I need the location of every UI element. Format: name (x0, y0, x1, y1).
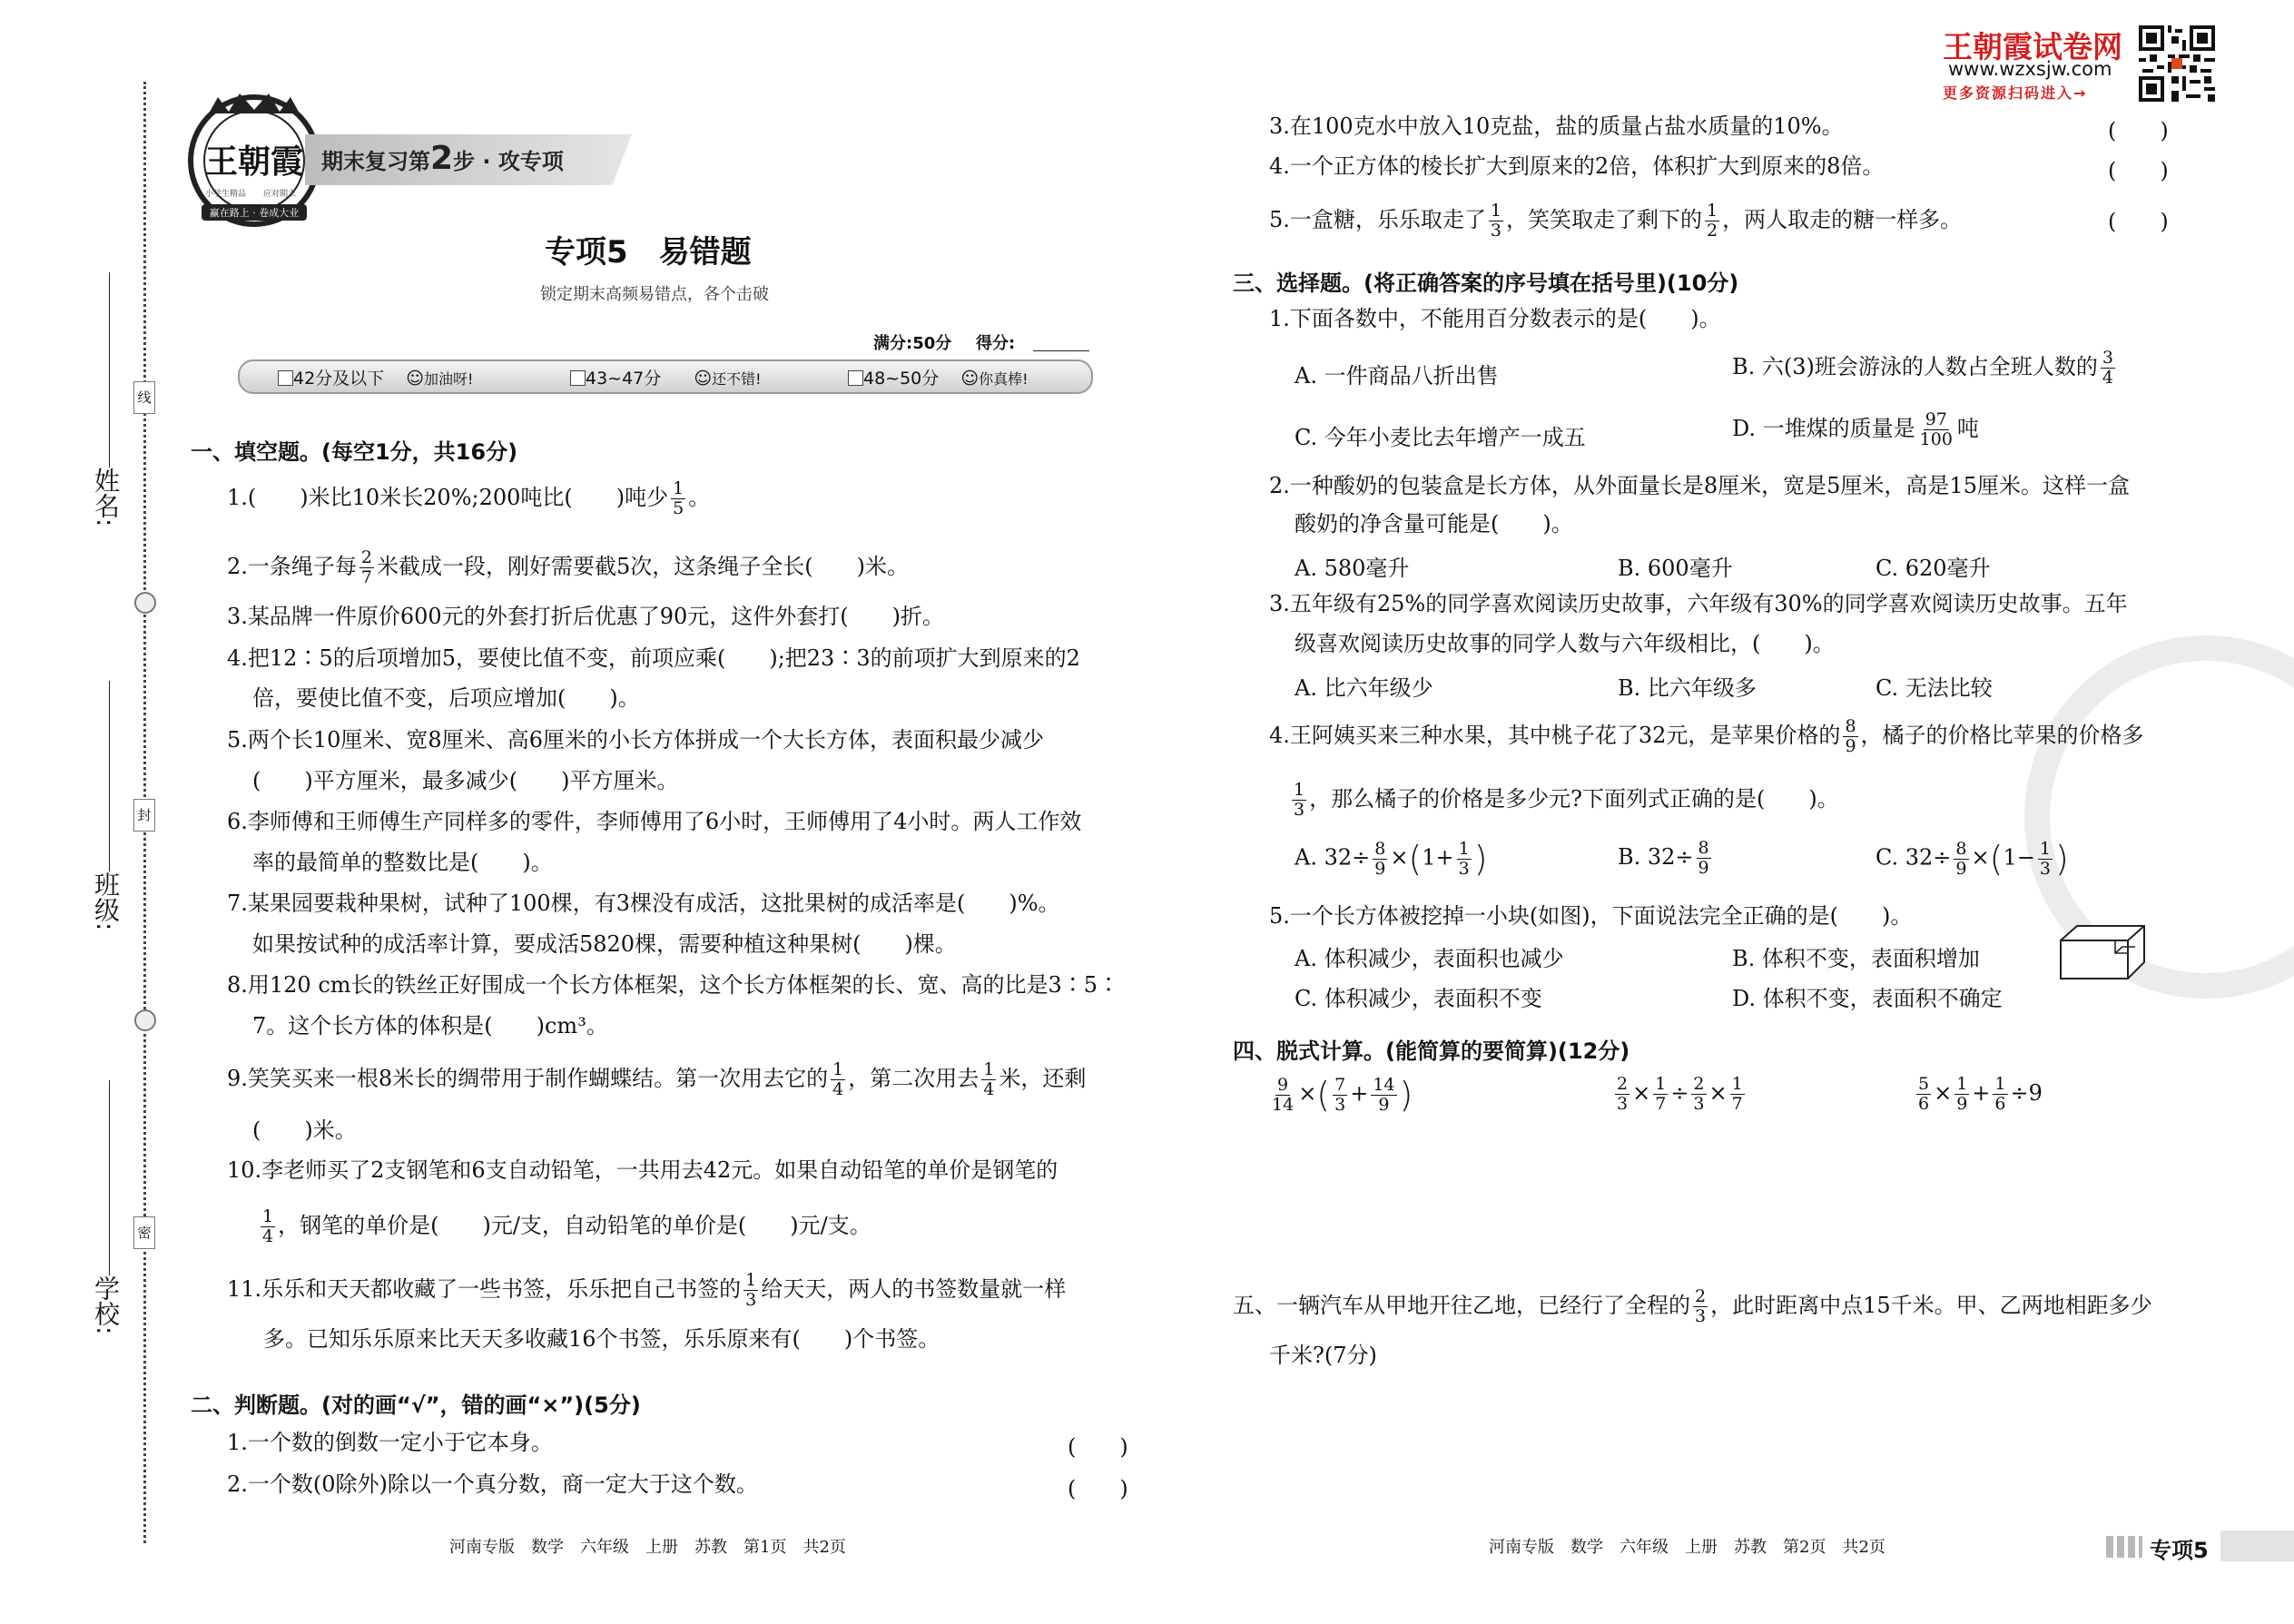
den: 4 (832, 1079, 844, 1099)
choice-q5-b[interactable]: B. 体积不变，表面积增加 (1732, 946, 1980, 971)
den: 7 (1655, 1094, 1667, 1114)
fraction (831, 1060, 845, 1099)
fraction (1993, 1075, 2007, 1114)
q-text: 米截成一段，刚好需要截5次，这条绳子全长( )米。 (377, 554, 909, 579)
choice-q1: 1.下面各数中，不能用百分数表示的是( )。 (1269, 306, 1721, 331)
den: 5 (673, 498, 684, 518)
den: 3 (1617, 1094, 1629, 1114)
rating-item-1 (278, 365, 473, 389)
choice-q4-c[interactable] (1876, 839, 2069, 879)
q-text: 1− (2003, 844, 2035, 871)
den: 3 (745, 1290, 757, 1310)
den: 3 (2039, 858, 2051, 879)
fill-q8-line1: 8.用120 cm长的铁丝正好围成一个长方体框架，这个长方体框架的长、宽、高的比是3∶5∶ (227, 972, 1120, 998)
num: 8 (1698, 838, 1709, 858)
num: 7 (1334, 1074, 1346, 1095)
num: 9 (1277, 1074, 1289, 1095)
fraction (1916, 1075, 1931, 1114)
num: 8 (1374, 838, 1386, 859)
step-banner-text-b: 步 · 攻专项 (453, 149, 564, 174)
choice-q5-c[interactable]: C. 体积减少，表面积不变 (1295, 986, 1542, 1011)
q-text: × (1971, 844, 1990, 871)
operator: × (1708, 1080, 1728, 1106)
paren-left: ( (1316, 1075, 1331, 1115)
fraction (1270, 1076, 1295, 1115)
binding-hole-icon (134, 1009, 156, 1031)
den: 7 (360, 567, 372, 587)
den: 3 (1490, 221, 1501, 241)
fill-q10-line1: 10.李老师买了2支钢笔和6支自动铅笔，一共用去42元。如果自动铅笔的单价是钢笔的 (227, 1157, 1058, 1183)
choice-q1-b[interactable] (1732, 349, 2118, 388)
q-text: D. 一堆煤的质量是 (1732, 416, 1915, 441)
num: 3 (2102, 348, 2113, 368)
fill-q8-line2: 7。这个长方体的体积是( )cm³。 (252, 1013, 608, 1038)
fraction (1730, 1075, 1745, 1114)
smile-icon: ☺ (960, 369, 980, 389)
full-score: 满分:50分 (873, 334, 952, 353)
calc-expr-1 (1267, 1075, 1413, 1115)
choice-q3-line2: 级喜欢阅读历史故事的同学人数与六年级相比，( )。 (1295, 631, 1835, 656)
site-tip: 更多资源扫码进入→ (1943, 84, 2088, 102)
num: 1 (1731, 1074, 1743, 1094)
q-text: B. 32÷ (1618, 844, 1694, 870)
cuboid-figure (2059, 922, 2146, 982)
paren-left: ( (1989, 839, 2004, 879)
num: 2 (1617, 1074, 1629, 1094)
judge-q4: 4.一个正方体的棱长扩大到原来的2倍，体积扩大到原来的8倍。 (1269, 153, 1885, 179)
fraction (261, 1207, 275, 1246)
choice-q2-line2: 酸奶的净含量可能是( )。 (1295, 511, 1573, 536)
rating-checkbox[interactable] (848, 370, 863, 386)
fraction (1489, 202, 1503, 241)
judge-q3: 3.在100克水中放入10克盐，盐的质量占盐水质量的10%。 (1269, 113, 1844, 139)
fill-q6-line2: 率的最简单的整数比是( )。 (252, 850, 553, 875)
num: 5 (1918, 1074, 1930, 1094)
rating-range: 48~50分 (863, 369, 940, 389)
q-text: 4.王阿姨买来三种水果，其中桃子花了32元，是苹果价格的 (1269, 723, 1841, 748)
den: 9 (1956, 1094, 1968, 1114)
q-text: ，笑笑取走了剩下的 (1506, 207, 1702, 232)
fraction (981, 1060, 996, 1099)
choice-q5-d[interactable]: D. 体积不变，表面积不确定 (1732, 986, 2003, 1011)
qr-code-icon[interactable] (2139, 25, 2215, 102)
fraction (1653, 1075, 1668, 1114)
num: 2 (360, 547, 372, 567)
step-banner-text (321, 140, 564, 177)
den: 4 (262, 1226, 274, 1246)
calc-expr-2 (1612, 1075, 1748, 1114)
choice-q2-a[interactable]: A. 580毫升 (1295, 556, 1410, 581)
operator: + (1350, 1080, 1369, 1107)
rating-checkbox[interactable] (570, 370, 586, 386)
fill-q7-line2: 如果按试种的成活率计算，要成活5820棵，需要种植这种果树( )棵。 (252, 931, 957, 957)
section-5-question (1233, 1287, 2152, 1326)
fill-q11-line1 (227, 1271, 1066, 1310)
fraction (359, 548, 374, 587)
binding-name-line (109, 272, 110, 468)
brand-logo-motto: 赢在路上 · 卷成大业 (209, 207, 300, 219)
paren-right: ) (1399, 1075, 1413, 1115)
answer-paren[interactable]: ( ) (1068, 1434, 1128, 1460)
rating-item-3 (848, 365, 1029, 389)
seal-mark-2: 封 (133, 799, 155, 832)
den: 3 (1693, 1094, 1705, 1114)
fill-q1 (227, 479, 710, 518)
fraction (1615, 1075, 1629, 1114)
step-banner-num: 2 (430, 140, 454, 177)
fill-q4-line1: 4.把12∶5的后项增加5，要使比值不变，前项应乘( );把23∶3的前项扩大到原来的2 (227, 645, 1080, 671)
num: 1 (673, 478, 684, 498)
section-5-line2: 千米?(7分) (1269, 1343, 1377, 1368)
q-text: 1+ (1422, 844, 1454, 871)
fraction (1333, 1076, 1347, 1115)
num: 1 (1294, 780, 1305, 800)
num: 1 (1655, 1074, 1667, 1094)
answer-paren[interactable]: ( ) (1068, 1476, 1128, 1501)
judge-q5 (1269, 202, 1962, 241)
fraction (2101, 349, 2115, 388)
fraction (1954, 840, 1968, 879)
seal-mark-1: 线 (133, 381, 155, 414)
rating-item-2 (570, 365, 762, 389)
fraction (1373, 840, 1387, 879)
answer-paren[interactable]: ( ) (2108, 209, 2169, 234)
den: 100 (1919, 429, 1953, 449)
q-text: × (1390, 844, 1409, 871)
den: 2 (1707, 221, 1718, 241)
smile-icon: ☺ (406, 369, 425, 389)
num: 8 (1955, 838, 1967, 859)
rating-range: 43~47分 (586, 369, 662, 389)
den: 9 (1845, 736, 1856, 756)
num: 1 (2039, 838, 2051, 859)
fill-q9-line1 (227, 1060, 1086, 1099)
num: 8 (1845, 716, 1856, 736)
den: 6 (1994, 1094, 2006, 1114)
calc-expr-3 (1914, 1075, 2043, 1114)
den: 6 (1918, 1094, 1930, 1114)
rating-msg: 你真棒! (979, 370, 1029, 388)
fill-q5-line2: ( )平方厘米，最多减少( )平方厘米。 (252, 768, 679, 793)
den: 9 (1374, 858, 1386, 879)
den: 3 (1334, 1094, 1346, 1115)
operator: ÷9 (2010, 1080, 2043, 1106)
fraction (1371, 1076, 1396, 1115)
fill-q6-line1: 6.李师傅和王师傅生产同样多的零件，李师傅用了6小时，王师傅用了4小时。两人工作效 (227, 809, 1082, 834)
page-title: 专项5 易错题 (545, 234, 752, 271)
fraction (743, 1271, 758, 1310)
choice-q5: 5.一个长方体被挖掉一小块(如图)，下面说法完全正确的是( )。 (1269, 903, 1913, 929)
q-text: 五、一辆汽车从甲地开往乙地，已经行了全程的 (1233, 1293, 1690, 1318)
fraction (1843, 717, 1857, 756)
choice-q1-a[interactable]: A. 一件商品八折出售 (1295, 363, 1499, 389)
fill-q5-line1: 5.两个长10厘米、宽8厘米、高6厘米的小长方体拼成一个大长方体，表面积最少减少 (227, 727, 1044, 753)
operator: × (1298, 1080, 1317, 1107)
fill-q7-line1: 7.某果园要栽种果树，试种了100棵，有3棵没有成活，这批果树的成活率是( )%。 (227, 891, 1060, 916)
footer-left: 河南专版 数学 六年级 上册 苏教 第1页 共2页 (449, 1538, 846, 1557)
den: 9 (1955, 858, 1967, 879)
section-2-title: 二、判断题。(对的画“√”，错的画“×”)(5分) (191, 1393, 641, 1418)
brand-logo-ring-left: 小学生精品 (205, 190, 247, 199)
num: 97 (1925, 409, 1947, 429)
num: 1 (1490, 201, 1501, 221)
q-text: A. 32÷ (1295, 844, 1371, 871)
brand-logo-text: 王朝霞 (204, 143, 303, 181)
choice-q2-c[interactable]: C. 620毫升 (1876, 556, 1991, 581)
q-text: 。 (688, 485, 711, 510)
site-url: www.wzxsjw.com (1948, 58, 2112, 80)
den: 14 (1272, 1094, 1295, 1115)
num: 1 (832, 1059, 844, 1079)
num: 2 (1693, 1074, 1705, 1094)
section-4-title: 四、脱式计算。(能简算的要简算)(12分) (1233, 1038, 1630, 1064)
q-text: 吨 (1956, 416, 1979, 441)
den: 4 (983, 1079, 995, 1099)
num: 1 (1956, 1074, 1968, 1094)
num: 1 (983, 1059, 995, 1079)
q-text: ，钢笔的单价是( )元/支，自动铅笔的单价是( )元/支。 (278, 1213, 871, 1238)
fill-q10-line2 (258, 1207, 871, 1246)
seal-mark-3: 密 (133, 1216, 155, 1249)
q-text: 2.一条绳子每 (227, 554, 357, 579)
num: 1 (745, 1270, 757, 1290)
q-text: ，那么橘子的价格是多少元?下面列式正确的是( )。 (1309, 786, 1839, 812)
fraction (671, 479, 685, 518)
binding-name-label: 姓名: (91, 468, 121, 527)
choice-q3-a[interactable]: A. 比六年级少 (1295, 675, 1433, 701)
fill-q3: 3.某品牌一件原价600元的外套打折后优惠了90元，这件外套打( )折。 (227, 604, 944, 629)
section-1-title: 一、填空题。(每空1分，共16分) (191, 439, 518, 465)
num: 14 (1373, 1074, 1395, 1095)
fraction (1918, 410, 1954, 449)
q-text: C. 32÷ (1876, 844, 1952, 871)
score-label: 得分: (976, 334, 1016, 353)
choice-q3-c[interactable]: C. 无法比较 (1876, 675, 1993, 701)
operator: + (1972, 1080, 1991, 1106)
fill-q4-line2: 倍，要使比值不变，后项应增加( )。 (252, 685, 640, 711)
judge-q1: 1.一个数的倒数一定小于它本身。 (227, 1430, 553, 1455)
brand-logo-ring-right: 应对期末 (263, 190, 297, 199)
fill-q11-line2: 多。已知乐乐原来比天天多收藏16个书签，乐乐原来有( )个书签。 (263, 1326, 940, 1352)
den: 3 (1458, 858, 1470, 879)
choice-q4-line1 (1269, 717, 2144, 756)
fraction (1954, 1075, 1969, 1114)
fill-q2 (227, 548, 909, 587)
smile-icon: ☺ (694, 369, 713, 389)
den: 4 (2102, 368, 2113, 388)
q-text: 1.( )米比10米长20%;200吨比( )吨少 (227, 485, 669, 510)
choice-q4-b[interactable] (1618, 839, 1714, 878)
rating-checkbox[interactable] (278, 370, 293, 386)
choice-q5-a[interactable]: A. 体积减少，表面积也减少 (1295, 946, 1564, 971)
binding-hole-icon (134, 592, 156, 614)
binding-school-label: 学校: (91, 1275, 121, 1335)
q-text: ，橘子的价格比苹果的价格多 (1860, 723, 2144, 748)
choice-q4-a[interactable] (1295, 839, 1488, 879)
judge-q2: 2.一个数(0除外)除以一个真分数，商一定大于这个数。 (227, 1471, 758, 1497)
num: 1 (1458, 838, 1470, 859)
choice-q3-line1: 3.五年级有25%的同学喜欢阅读历史故事，六年级有30%的同学喜欢阅读历史故事。五年 (1269, 591, 2128, 616)
fraction (1457, 840, 1472, 879)
fraction (1693, 1287, 1708, 1326)
num: 1 (1707, 201, 1718, 221)
q-text: 9.笑笑买来一根8米长的绸带用于制作蝴蝶结。第一次用去它的 (227, 1066, 829, 1091)
fraction (1705, 202, 1719, 241)
den: 7 (1731, 1094, 1743, 1114)
operator: × (1934, 1080, 1953, 1106)
choice-q3-b[interactable]: B. 比六年级多 (1618, 675, 1757, 701)
q-text: 5.一盒糖，乐乐取走了 (1269, 207, 1486, 232)
num: 1 (262, 1206, 274, 1226)
q-text: ，第二次用去 (848, 1066, 980, 1091)
q-text: 11.乐乐和天天都收藏了一些书签，乐乐把自己书签的 (227, 1276, 742, 1302)
num: 2 (1695, 1286, 1707, 1306)
choice-q2-b[interactable]: B. 600毫升 (1618, 556, 1733, 581)
site-name: 王朝霞试卷网 (1943, 29, 2122, 64)
paren-right: ) (1473, 839, 1488, 879)
binding-class-label: 班级: (91, 871, 121, 931)
fraction (2038, 840, 2053, 879)
paren-left: ( (1408, 839, 1423, 879)
fill-q9-line2: ( )米。 (252, 1117, 357, 1143)
footer-section-tag: 专项5 (2150, 1538, 2209, 1563)
q-text: ，此时距离中点15千米。甲、乙两地相距多少 (1710, 1293, 2152, 1318)
q-text: 米，还剩 (999, 1066, 1087, 1091)
den: 3 (1695, 1306, 1707, 1326)
footer-tag-bar (2220, 1530, 2294, 1561)
fraction (1691, 1075, 1706, 1114)
footer-tag-dots (2106, 1536, 2142, 1558)
footer-right: 河南专版 数学 六年级 上册 苏教 第2页 共2页 (1489, 1538, 1885, 1557)
q-text: B. 六(3)班会游泳的人数占全班人数的 (1732, 354, 2098, 379)
operator: ÷ (1670, 1080, 1689, 1106)
choice-q1-d[interactable] (1732, 410, 1979, 449)
den: 9 (1698, 858, 1709, 878)
fraction (1292, 781, 1306, 820)
score-input-line[interactable] (1033, 350, 1089, 351)
den: 3 (1294, 800, 1305, 820)
page-subtitle: 锁定期末高频易错点，各个击破 (540, 285, 769, 304)
fraction (1697, 839, 1711, 878)
operator: × (1632, 1080, 1651, 1106)
rating-range: 42分及以下 (293, 369, 385, 389)
den: 9 (1378, 1094, 1390, 1115)
q-text: ，两人取走的糖一样多。 (1722, 207, 1963, 232)
choice-q4-line2 (1289, 781, 1839, 820)
binding-class-line (109, 681, 110, 871)
answer-paren[interactable]: ( ) (2108, 158, 2169, 183)
section-3-title: 三、选择题。(将正确答案的序号填在括号里)(10分) (1233, 271, 1739, 296)
step-banner-text-a: 期末复习第 (321, 149, 430, 174)
paren-right: ) (2054, 839, 2069, 879)
num: 1 (1994, 1074, 2006, 1094)
q-text: 给天天，两人的书签数量就一样 (761, 1276, 1067, 1302)
choice-q2-line1: 2.一种酸奶的包装盒是长方体，从外面量长是8厘米，宽是5厘米，高是15厘米。这样一盒 (1269, 473, 2130, 498)
choice-q1-c[interactable]: C. 今年小麦比去年增产一成五 (1295, 425, 1586, 450)
rating-msg: 还不错! (712, 370, 762, 388)
answer-paren[interactable]: ( ) (2108, 118, 2169, 143)
rating-msg: 加油呀! (424, 370, 474, 388)
binding-school-line (109, 1080, 110, 1275)
